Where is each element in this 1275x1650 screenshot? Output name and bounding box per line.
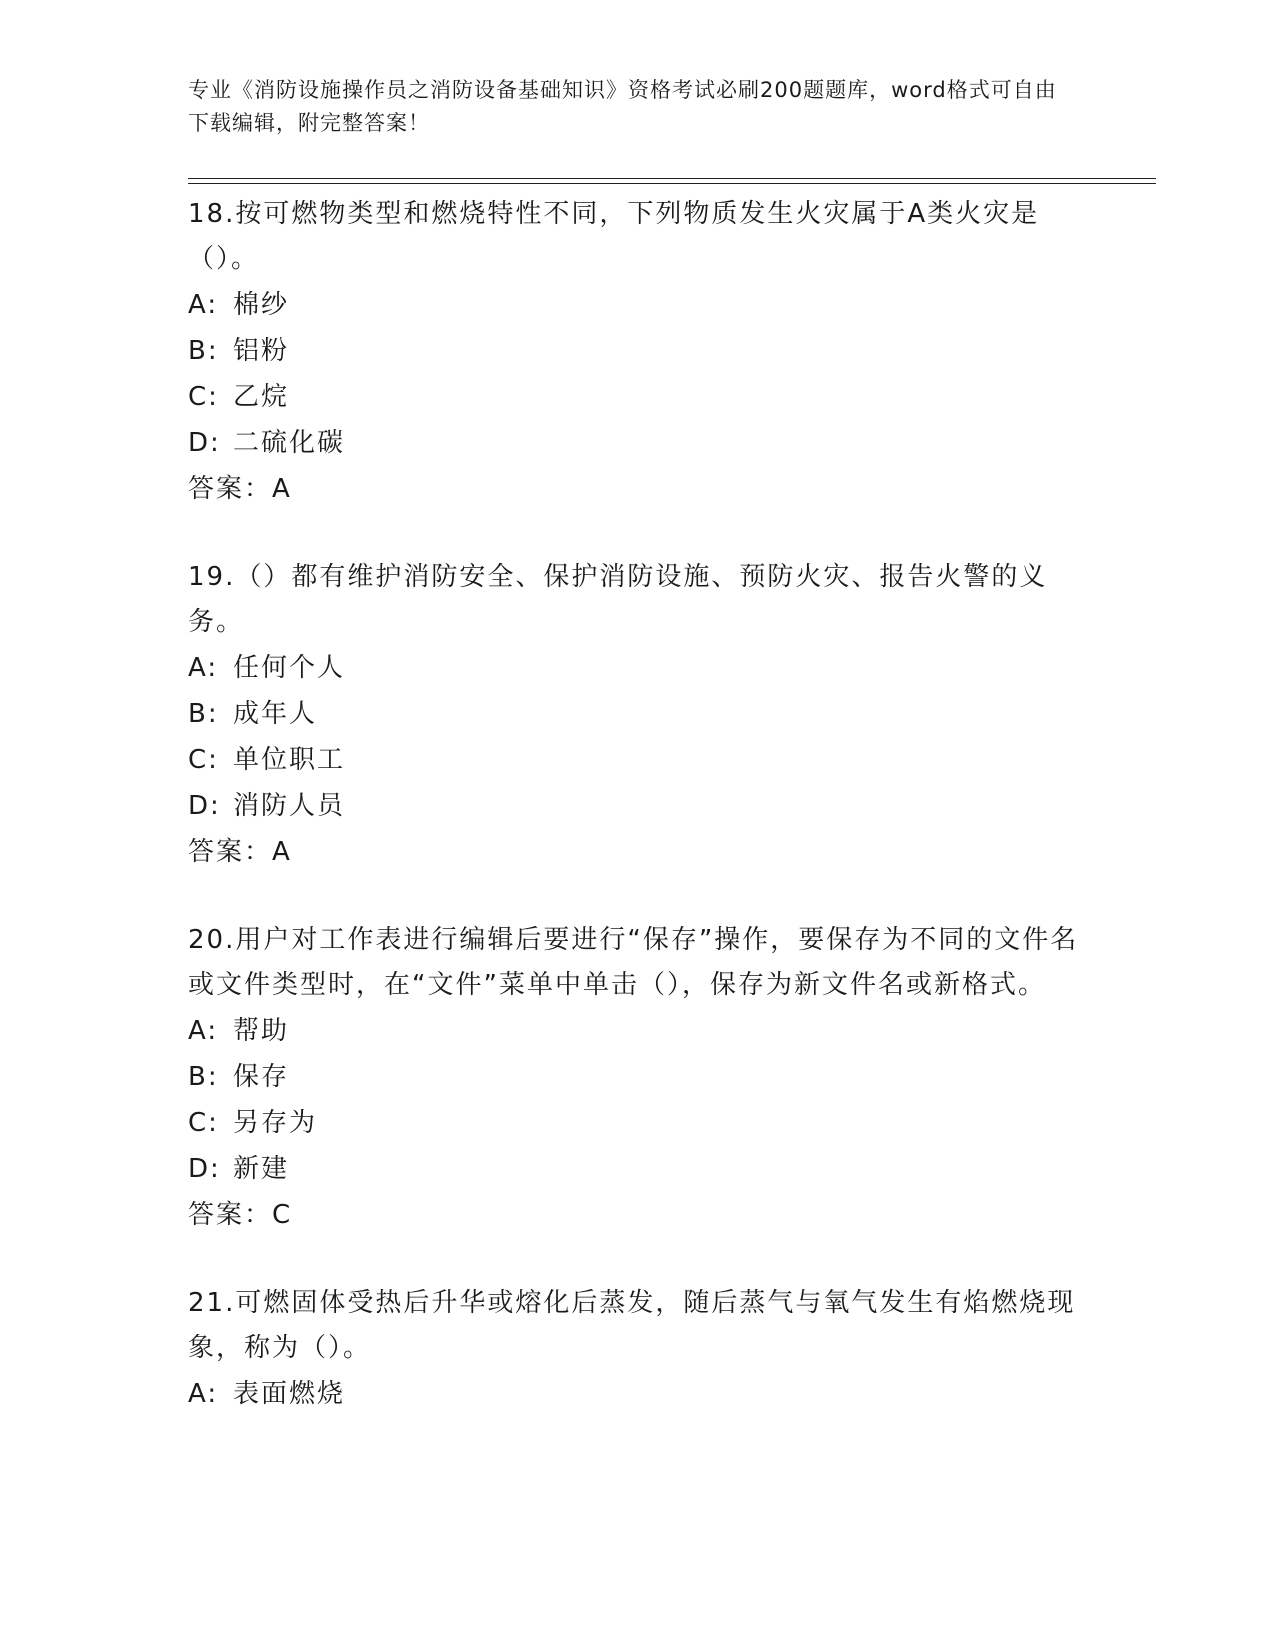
option-text: 保存 bbox=[233, 1062, 290, 1092]
option-letter: C: bbox=[188, 382, 219, 412]
option-letter: A: bbox=[188, 1016, 219, 1046]
option-text: 帮助 bbox=[233, 1016, 290, 1046]
option-b bbox=[188, 691, 1088, 737]
option-c bbox=[188, 374, 1088, 420]
option-letter: D: bbox=[188, 791, 221, 821]
option-text: 乙烷 bbox=[233, 382, 290, 412]
header-divider-top bbox=[188, 178, 1156, 179]
document-header: 专业《消防设施操作员之消防设备基础知识》资格考试必刷200题题库，word格式可自由下载编辑，附完整答案！ bbox=[188, 78, 1057, 135]
option-letter: A: bbox=[188, 1379, 219, 1409]
option-text: 表面燃烧 bbox=[233, 1379, 346, 1409]
question-text: 18.按可燃物类型和燃烧特性不同，下列物质发生火灾属于A类火灾是（）。 bbox=[188, 199, 1040, 274]
option-letter: D: bbox=[188, 1154, 221, 1184]
option-text: 单位职工 bbox=[233, 745, 346, 775]
question-19 bbox=[188, 555, 1088, 875]
option-letter: C: bbox=[188, 745, 219, 775]
option-letter: B: bbox=[188, 336, 219, 366]
option-a bbox=[188, 645, 1088, 691]
option-text: 棉纱 bbox=[233, 290, 290, 320]
option-letter: C: bbox=[188, 1108, 219, 1138]
option-text: 消防人员 bbox=[233, 791, 346, 821]
question-21 bbox=[188, 1281, 1088, 1417]
option-a bbox=[188, 1371, 1088, 1417]
option-c bbox=[188, 737, 1088, 783]
question-18 bbox=[188, 192, 1088, 512]
option-d bbox=[188, 1146, 1088, 1192]
option-text: 铝粉 bbox=[233, 336, 290, 366]
option-text: 另存为 bbox=[233, 1108, 318, 1138]
option-letter: A: bbox=[188, 290, 219, 320]
option-d bbox=[188, 420, 1088, 466]
answer: 答案：A bbox=[188, 474, 292, 504]
question-list bbox=[188, 192, 1088, 1460]
answer: 答案：A bbox=[188, 837, 292, 867]
header-divider-bottom bbox=[188, 183, 1156, 184]
option-a bbox=[188, 282, 1088, 328]
option-text: 任何个人 bbox=[233, 653, 346, 683]
option-b bbox=[188, 1054, 1088, 1100]
question-20 bbox=[188, 918, 1088, 1238]
question-text: 20.用户对工作表进行编辑后要进行“保存”操作，要保存为不同的文件名或文件类型时，在“文件”菜单中单击（），保存为新文件名或新格式。 bbox=[188, 925, 1079, 1000]
option-letter: B: bbox=[188, 699, 219, 729]
option-text: 成年人 bbox=[233, 699, 318, 729]
option-text: 二硫化碳 bbox=[233, 428, 346, 458]
option-letter: B: bbox=[188, 1062, 219, 1092]
option-b bbox=[188, 328, 1088, 374]
option-d bbox=[188, 783, 1088, 829]
option-a bbox=[188, 1008, 1088, 1054]
question-text: 19.（）都有维护消防安全、保护消防设施、预防火灾、报告火警的义务。 bbox=[188, 562, 1048, 637]
option-letter: D: bbox=[188, 428, 221, 458]
option-text: 新建 bbox=[233, 1154, 290, 1184]
answer: 答案：C bbox=[188, 1200, 293, 1230]
option-c bbox=[188, 1100, 1088, 1146]
option-letter: A: bbox=[188, 653, 219, 683]
question-text: 21.可燃固体受热后升华或熔化后蒸发，随后蒸气与氧气发生有焰燃烧现象，称为（）。 bbox=[188, 1288, 1076, 1363]
